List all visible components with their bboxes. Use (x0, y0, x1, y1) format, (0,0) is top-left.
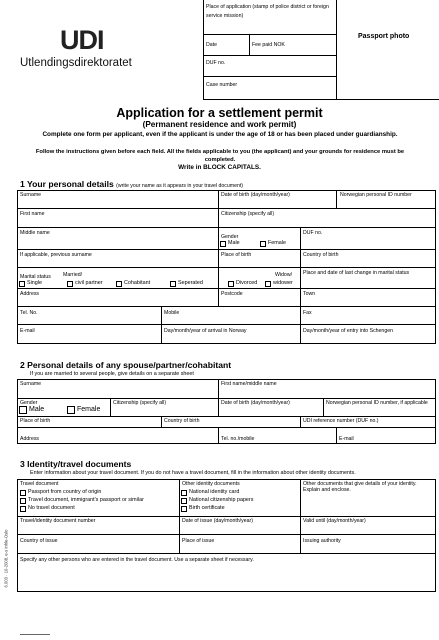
s2-male-label: Male (29, 406, 45, 413)
form-subtitle: (Permanent residence and work permit) (142, 120, 297, 129)
divider (17, 416, 436, 417)
checkbox-box[interactable] (116, 281, 122, 287)
divider (203, 55, 336, 56)
marital-status-label: Marital status (20, 274, 51, 280)
town-label: Town (303, 291, 316, 297)
divider (161, 416, 162, 427)
place-date-marital-label: Place and date of last change in marital status (303, 270, 410, 276)
divider (218, 190, 219, 288)
s2-citizenship-label: Citizenship (specify all) (113, 400, 167, 406)
middle-name-label: Middle name (20, 230, 50, 236)
tel-label: Tel. No. (20, 310, 38, 316)
duf-no-label: DUF no. (206, 60, 226, 66)
s2-gender-female-checkbox[interactable] (67, 406, 100, 414)
divider (336, 427, 337, 444)
divider (300, 306, 301, 324)
checkbox-box[interactable] (265, 281, 271, 287)
widow-label: Widow/ (275, 272, 293, 278)
s2-place-of-birth-label: Place of birth (20, 418, 51, 424)
divider (17, 208, 436, 209)
divider (203, 34, 336, 35)
divider (218, 427, 219, 444)
widower-label: widower (273, 280, 293, 286)
s2-address-label: Address (20, 436, 40, 442)
divider (17, 516, 436, 517)
marital-divorced-checkbox[interactable] (228, 280, 257, 287)
valid-until-label: Valid until (day/month/year) (303, 518, 366, 524)
place-issue-label: Place of issue (182, 538, 215, 544)
date-issue-label: Date of issue (day/month/year) (182, 518, 253, 524)
divider (17, 534, 436, 535)
checkbox-box[interactable] (67, 281, 73, 287)
other-identity-label: Other identity documents (182, 481, 240, 487)
checkbox-box[interactable] (181, 490, 187, 496)
travel-immigrant-label: Travel document, immigrant's passport or similar (28, 497, 144, 503)
instruction-1: Complete one form per applicant, even if the applicant is under the age of 18 or has been placed under guardianship. (42, 131, 398, 138)
page-edge-mark (20, 634, 50, 638)
birth-certificate-label: Birth certificate (189, 505, 225, 511)
dob-label: Date of birth (day/month/year) (221, 192, 290, 198)
checkbox-box[interactable] (220, 241, 226, 247)
birth-certificate-checkbox[interactable] (181, 505, 225, 512)
divider (218, 379, 219, 416)
divider (17, 288, 436, 289)
divider (336, 0, 337, 100)
fax-label: Fax (303, 310, 312, 316)
single-label: Single (27, 280, 42, 286)
email-label: E-mail (20, 328, 35, 334)
divider (323, 398, 324, 416)
checkbox-box[interactable] (260, 241, 266, 247)
checkbox-box[interactable] (228, 281, 234, 287)
s2-norwegian-id-label: Norwegian personal ID number, if applicable (326, 400, 428, 406)
instruction-2: Follow the instructions given before each field. All the fields applicable to you (the applicant) and your grounds for residence must be completed. (35, 149, 405, 163)
divider (203, 76, 336, 77)
s2-email-label: E-mail (339, 436, 354, 442)
s2-female-label: Female (77, 406, 101, 413)
section-3-sub: Enter information about your travel document. If you do not have a travel document, fill in the information about other identity documents. (30, 470, 356, 476)
checkbox-box[interactable] (20, 490, 26, 496)
marital-single-checkbox[interactable] (19, 280, 42, 287)
marital-married-checkbox[interactable] (67, 280, 103, 287)
civil-partner-label: civil partner (75, 280, 103, 286)
form-code: 6.003 · 10-2008, e-s Inhle-Oslo (3, 529, 9, 588)
s2-country-of-birth-label: Country of birth (164, 418, 200, 424)
divider (300, 416, 301, 427)
org-name: Utlendingsdirektoratet (20, 57, 132, 69)
checkbox-box[interactable] (19, 406, 27, 414)
checkbox-box[interactable] (20, 498, 26, 504)
national-id-checkbox[interactable] (181, 489, 239, 496)
separated-label: Seperated (178, 280, 203, 286)
divider (179, 479, 180, 553)
divider (17, 249, 436, 250)
address-label: Address (20, 291, 40, 297)
first-name-label: First name (20, 211, 45, 217)
divider (17, 227, 436, 228)
married-label: Married/ (63, 272, 83, 278)
udi-logo (60, 26, 104, 54)
section-1-heading (20, 179, 243, 189)
doc-number-label: Travel/identity document number (20, 518, 96, 524)
marital-widower-checkbox[interactable] (265, 280, 293, 287)
checkbox-box[interactable] (19, 281, 25, 287)
travel-document-label: Travel document (20, 481, 59, 487)
s2-surname-label: Surname (20, 381, 42, 387)
surname-label: Surname (20, 192, 42, 198)
checkbox-box[interactable] (170, 281, 176, 287)
gender-female-checkbox[interactable] (260, 240, 286, 247)
female-label: Female (268, 240, 286, 246)
male-label: Male (228, 240, 240, 246)
issuing-authority-label: Issuing authority (303, 538, 341, 544)
place-of-application-label: Place of application (stamp of police district or foreign service mission) (206, 4, 329, 19)
gender-male-checkbox[interactable] (220, 240, 240, 247)
national-citizenship-label: National citizenship papers (189, 497, 254, 503)
place-of-birth-label: Place of birth (221, 252, 252, 258)
fee-paid-label: Fee paid NOK (252, 42, 285, 48)
divider (17, 267, 436, 268)
passport-country-checkbox[interactable] (20, 489, 101, 496)
section-3-heading: 3 Identity/travel documents (20, 459, 132, 469)
duf-no-field-label: DUF no. (303, 230, 323, 236)
passport-photo-label: Passport photo (358, 33, 410, 40)
cohabitant-label: Cohabitant (124, 280, 151, 286)
gender-label: Gender (221, 234, 239, 240)
divider (17, 427, 436, 428)
no-travel-checkbox[interactable] (20, 505, 75, 512)
divider (17, 398, 436, 399)
entry-schengen-label: Day/month/year of entry into Schengen (303, 328, 393, 334)
mobile-label: Mobile (164, 310, 180, 316)
other-persons-label: Specify any other persons who are entered in the travel document. Use a separate sheet if necessary. (20, 557, 254, 563)
divider (300, 479, 301, 553)
instruction-3: Write in BLOCK CAPITALS. (178, 164, 261, 171)
marital-cohabitant-checkbox[interactable] (116, 280, 150, 287)
divider (17, 324, 436, 325)
s2-gender-male-checkbox[interactable] (19, 406, 44, 414)
divider (249, 34, 250, 55)
travel-immigrant-checkbox[interactable] (20, 497, 144, 504)
form-title: Application for a settlement permit (116, 106, 323, 120)
divider (17, 553, 436, 554)
divider (300, 227, 301, 267)
divider (336, 190, 337, 208)
national-citizenship-checkbox[interactable] (181, 497, 253, 504)
norwegian-id-label: Norwegian personal ID number (340, 192, 412, 198)
case-number-label: Case number (206, 82, 238, 88)
citizenship-label: Citizenship (specify all) (221, 211, 275, 217)
country-of-birth-label: Country of birth (303, 252, 339, 258)
divider (110, 398, 111, 416)
postcode-label: Postcode (221, 291, 243, 297)
section-2-heading: 2 Personal details of any spouse/partner/cohabitant (20, 360, 232, 370)
country-issue-label: Country of issue (20, 538, 58, 544)
divorced-label: Divorced (236, 280, 258, 286)
no-travel-label: No travel document (28, 505, 75, 511)
checkbox-box[interactable] (67, 406, 75, 414)
national-id-label: National identity card (189, 489, 240, 495)
marital-separated-checkbox[interactable] (170, 280, 203, 287)
s2-gender-label: Gender (20, 400, 38, 406)
s2-tel-mobile-label: Tel. no./mobile (221, 436, 255, 442)
divider (218, 288, 219, 306)
udi-logo-text: UDI (60, 25, 104, 55)
arrival-norway-label: Day/month/year of arrival in Norway (164, 328, 247, 334)
section-2-sub: If you are married to several people, give details on a separate sheet (30, 371, 194, 377)
date-label: Date (206, 42, 217, 48)
section-1-title: 1 Your personal details (20, 179, 114, 189)
checkbox-box[interactable] (20, 506, 26, 512)
section-1-note: (write your name as it appears in your travel document) (116, 183, 244, 189)
other-documents-label: Other documents that give details of your identity. Explain and enclose. (303, 481, 417, 493)
s2-udi-reference-label: UDI reference number (DUF no.) (303, 418, 379, 424)
passport-country-label: Passport from country of origin (28, 489, 102, 495)
checkbox-box[interactable] (181, 498, 187, 504)
previous-surname-label: If applicable, previous surname (20, 252, 92, 258)
divider (17, 306, 436, 307)
s2-first-middle-label: First name/middle name (221, 381, 277, 387)
s2-dob-label: Date of birth (day/month/year) (221, 400, 290, 406)
checkbox-box[interactable] (181, 506, 187, 512)
